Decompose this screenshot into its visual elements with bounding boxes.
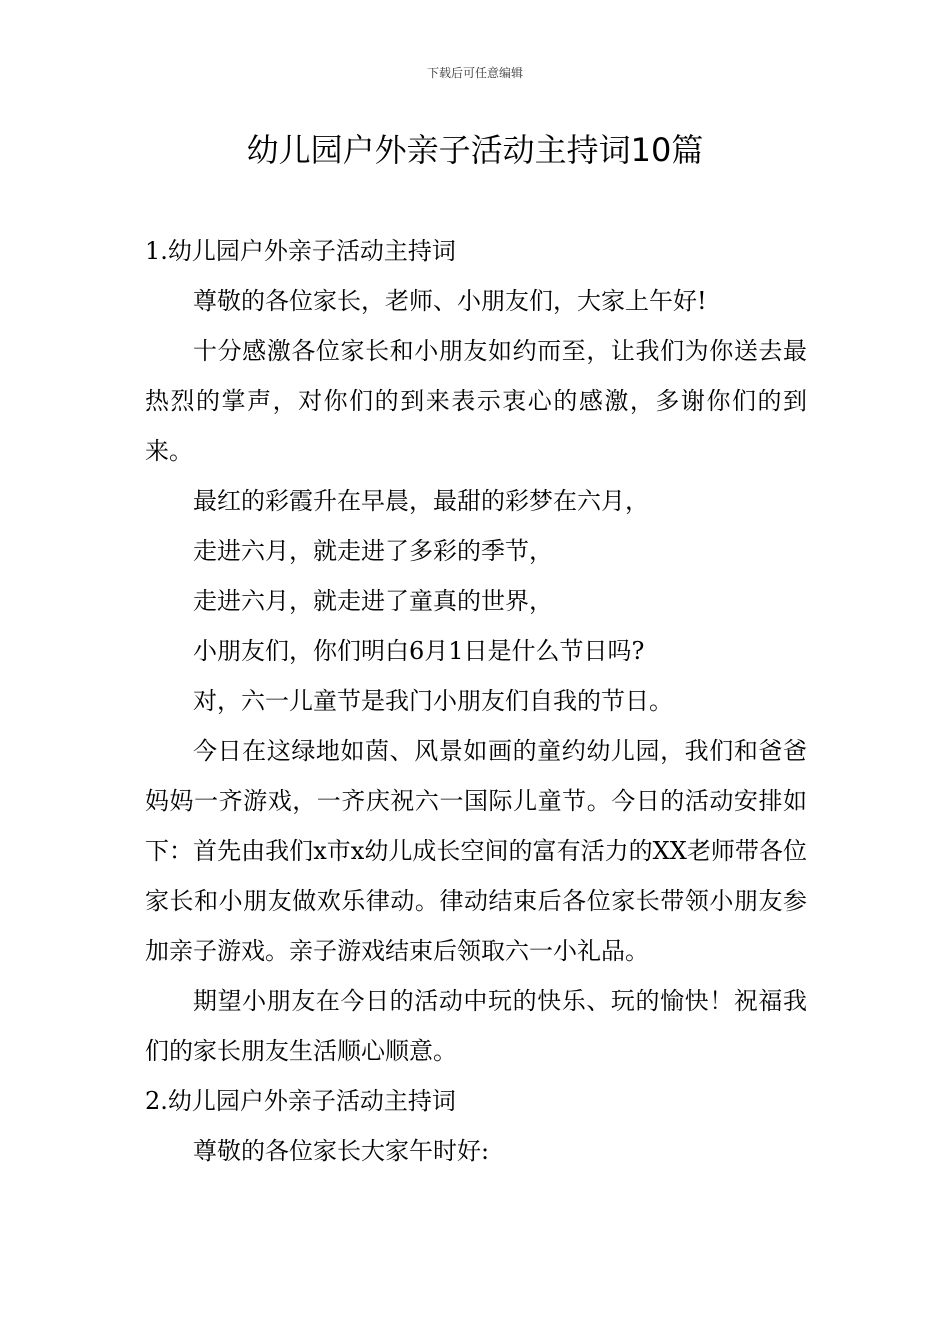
- paragraph: 期望小朋友在今日的活动中玩的快乐、玩的愉快！祝福我们的家长朋友生活顺心顺意。: [145, 987, 807, 1065]
- document-body: [145, 226, 807, 1176]
- paragraph: 走进六月，就走进了童真的世界，: [193, 587, 553, 615]
- paragraph: 走进六月，就走进了多彩的季节，: [193, 537, 553, 565]
- paragraph: 对，六一儿童节是我门小朋友们自我的节日。: [193, 687, 673, 715]
- section-heading-1: 1.幼儿园户外亲子活动主持词: [145, 237, 456, 265]
- paragraph: 最红的彩霞升在早晨，最甜的彩梦在六月，: [193, 487, 649, 515]
- paragraph: 今日在这绿地如茵、风景如画的童约幼儿园，我们和爸爸妈妈一齐游戏，一齐庆祝六一国际儿童节。今日的活动安排如下：首先由我们x市x幼儿成长空间的富有活力的XX老师带各位家长和小朋友做欢乐律动。律动结束后各位家长带领小朋友参加亲子游戏。亲子游戏结束后领取六一小礼品。: [145, 737, 807, 965]
- paragraph: 尊敬的各位家长，老师、小朋友们，大家上午好!: [193, 287, 707, 315]
- header-note: 下载后可任意编辑: [426, 66, 523, 80]
- section-heading-2: 2.幼儿园户外亲子活动主持词: [145, 1087, 456, 1115]
- paragraph: 十分感激各位家长和小朋友如约而至，让我们为你送去最热烈的掌声，对你们的到来表示衷心的感激，多谢你们的到来。: [145, 337, 807, 465]
- paragraph: 小朋友们，你们明白6月1日是什么节日吗?: [193, 637, 645, 665]
- document-title: 幼儿园户外亲子活动主持词10篇: [246, 131, 704, 169]
- paragraph: 尊敬的各位家长大家午时好:: [193, 1137, 490, 1165]
